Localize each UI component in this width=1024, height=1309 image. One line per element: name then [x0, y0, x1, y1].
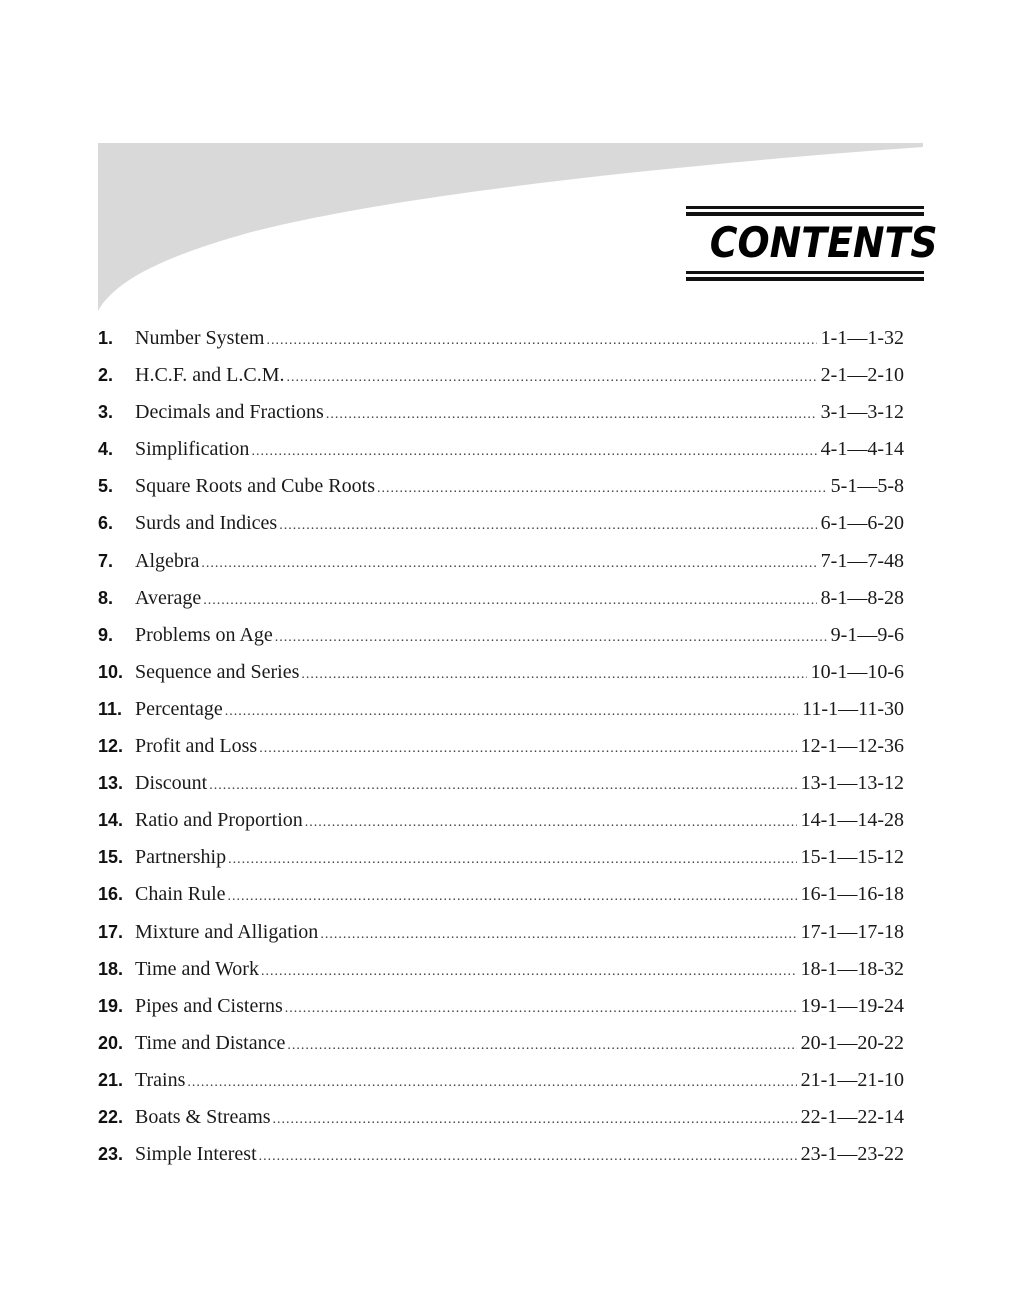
chapter-number: 23.	[98, 1144, 124, 1165]
chapter-title: Number System	[135, 327, 265, 349]
toc-entry[interactable]	[98, 698, 904, 735]
toc-entry[interactable]	[98, 550, 904, 587]
chapter-number: 22.	[98, 1106, 124, 1127]
toc-entry[interactable]	[98, 846, 904, 883]
bottom-rule-thin	[686, 271, 924, 274]
leader-dots	[187, 1075, 796, 1091]
toc-entry[interactable]	[98, 438, 904, 475]
chapter-number: 5.	[98, 476, 114, 497]
toc-entry[interactable]	[98, 1106, 904, 1143]
leader-dots	[377, 481, 827, 497]
chapter-number: 10.	[98, 661, 124, 682]
page-range: 4-1—4-14	[820, 438, 904, 461]
chapter-number: 20.	[98, 1032, 124, 1053]
page-range: 16-1—16-18	[800, 883, 904, 906]
toc-entry[interactable]	[98, 587, 904, 624]
leader-dots	[259, 1149, 797, 1165]
page-range: 7-1—7-48	[820, 549, 904, 572]
top-rule-thick	[686, 212, 924, 216]
toc-entry[interactable]	[98, 958, 904, 995]
leader-dots	[287, 1038, 796, 1054]
table-of-contents	[98, 327, 904, 1180]
chapter-number: 16.	[98, 884, 124, 905]
page-range: 5-1—5-8	[830, 475, 904, 498]
chapter-number: 15.	[98, 847, 124, 868]
leader-dots	[228, 889, 797, 905]
chapter-title: Chain Rule	[135, 883, 226, 906]
page-title: CONTENTS	[709, 218, 938, 267]
toc-entry[interactable]	[98, 921, 904, 958]
page-range: 17-1—17-18	[800, 920, 904, 943]
page-range: 20-1—20-22	[800, 1031, 904, 1054]
chapter-number: 18.	[98, 958, 124, 979]
leader-dots	[266, 333, 816, 349]
toc-entry[interactable]	[98, 475, 904, 512]
page-range: 1-1—1-32	[820, 327, 904, 349]
toc-entry[interactable]	[98, 735, 904, 772]
page-range: 2-1—2-10	[820, 364, 904, 387]
leader-dots	[209, 778, 796, 794]
leader-dots	[201, 556, 816, 572]
chapter-number: 4.	[98, 439, 114, 460]
chapter-title: H.C.F. and L.C.M.	[135, 364, 285, 387]
chapter-title: Decimals and Fractions	[135, 401, 324, 424]
chapter-title: Average	[135, 586, 202, 609]
leader-dots	[225, 704, 798, 720]
toc-entry[interactable]	[98, 809, 904, 846]
chapter-number: 6.	[98, 513, 114, 534]
toc-entry[interactable]	[98, 624, 904, 661]
chapter-title: Trains	[135, 1068, 186, 1091]
leader-dots	[285, 1001, 797, 1017]
leader-dots	[305, 815, 797, 831]
chapter-title: Problems on Age	[135, 623, 273, 646]
chapter-title: Time and Work	[135, 957, 259, 980]
chapter-title: Pipes and Cisterns	[135, 994, 283, 1017]
leader-dots	[320, 927, 796, 943]
chapter-number: 8.	[98, 587, 114, 608]
toc-entry[interactable]	[98, 1069, 904, 1106]
chapter-title: Simple Interest	[135, 1143, 257, 1166]
chapter-number: 7.	[98, 550, 114, 571]
chapter-title: Sequence and Series	[135, 660, 300, 683]
chapter-title: Surds and Indices	[135, 512, 278, 535]
leader-dots	[326, 407, 817, 423]
chapter-number: 17.	[98, 921, 124, 942]
chapter-title: Time and Distance	[135, 1031, 286, 1054]
toc-entry[interactable]	[98, 364, 904, 401]
chapter-number: 13.	[98, 773, 124, 794]
chapter-number: 19.	[98, 995, 124, 1016]
leader-dots	[279, 518, 816, 534]
page-range: 6-1—6-20	[820, 512, 904, 535]
page-range: 23-1—23-22	[800, 1143, 904, 1166]
toc-entry[interactable]	[98, 1032, 904, 1069]
toc-entry[interactable]	[98, 661, 904, 698]
chapter-title: Boats & Streams	[135, 1105, 271, 1128]
top-rule-thin	[686, 206, 924, 209]
page-range: 3-1—3-12	[820, 401, 904, 424]
page-range: 11-1—11-30	[802, 697, 904, 720]
chapter-title: Profit and Loss	[135, 735, 258, 758]
chapter-title: Ratio and Proportion	[135, 809, 303, 832]
page-range: 12-1—12-36	[800, 735, 904, 758]
page-range: 14-1—14-28	[800, 809, 904, 832]
leader-dots	[287, 370, 817, 386]
chapter-title: Algebra	[135, 549, 200, 572]
chapter-number: 9.	[98, 624, 114, 645]
chapter-title: Simplification	[135, 438, 250, 461]
leader-dots	[273, 1112, 797, 1128]
chapter-number: 11.	[98, 698, 123, 719]
page-range: 18-1—18-32	[800, 957, 904, 980]
leader-dots	[275, 630, 827, 646]
contents-heading	[686, 206, 938, 282]
toc-entry[interactable]	[98, 883, 904, 920]
leader-dots	[261, 964, 797, 980]
page-range: 13-1—13-12	[800, 772, 904, 795]
toc-entry[interactable]	[98, 401, 904, 438]
chapter-number: 2.	[98, 365, 114, 386]
page-range: 9-1—9-6	[830, 623, 904, 646]
chapter-number: 14.	[98, 810, 124, 831]
chapter-number: 3.	[98, 402, 114, 423]
leader-dots	[203, 593, 816, 609]
chapter-title: Mixture and Alligation	[135, 920, 319, 943]
chapter-number: 21.	[98, 1069, 124, 1090]
toc-entry[interactable]	[98, 512, 904, 549]
leader-dots	[228, 852, 797, 868]
toc-entry[interactable]	[98, 327, 904, 364]
toc-entry[interactable]	[98, 995, 904, 1032]
chapter-title: Partnership	[135, 846, 227, 869]
page-range: 8-1—8-28	[820, 586, 904, 609]
chapter-title: Discount	[135, 772, 208, 795]
page-range: 15-1—15-12	[800, 846, 904, 869]
toc-entry[interactable]	[98, 1143, 904, 1180]
chapter-number: 12.	[98, 736, 124, 757]
page-range: 21-1—21-10	[800, 1068, 904, 1091]
toc-entry[interactable]	[98, 772, 904, 809]
leader-dots	[301, 667, 806, 683]
leader-dots	[251, 444, 816, 460]
page-range: 19-1—19-24	[800, 994, 904, 1017]
chapter-title: Percentage	[135, 697, 223, 720]
chapter-title: Square Roots and Cube Roots	[135, 475, 375, 498]
page-range: 10-1—10-6	[810, 660, 904, 683]
page-range: 22-1—22-14	[800, 1105, 904, 1128]
chapter-number: 1.	[98, 328, 114, 348]
bottom-rule-thick	[686, 277, 924, 281]
leader-dots	[259, 741, 796, 757]
